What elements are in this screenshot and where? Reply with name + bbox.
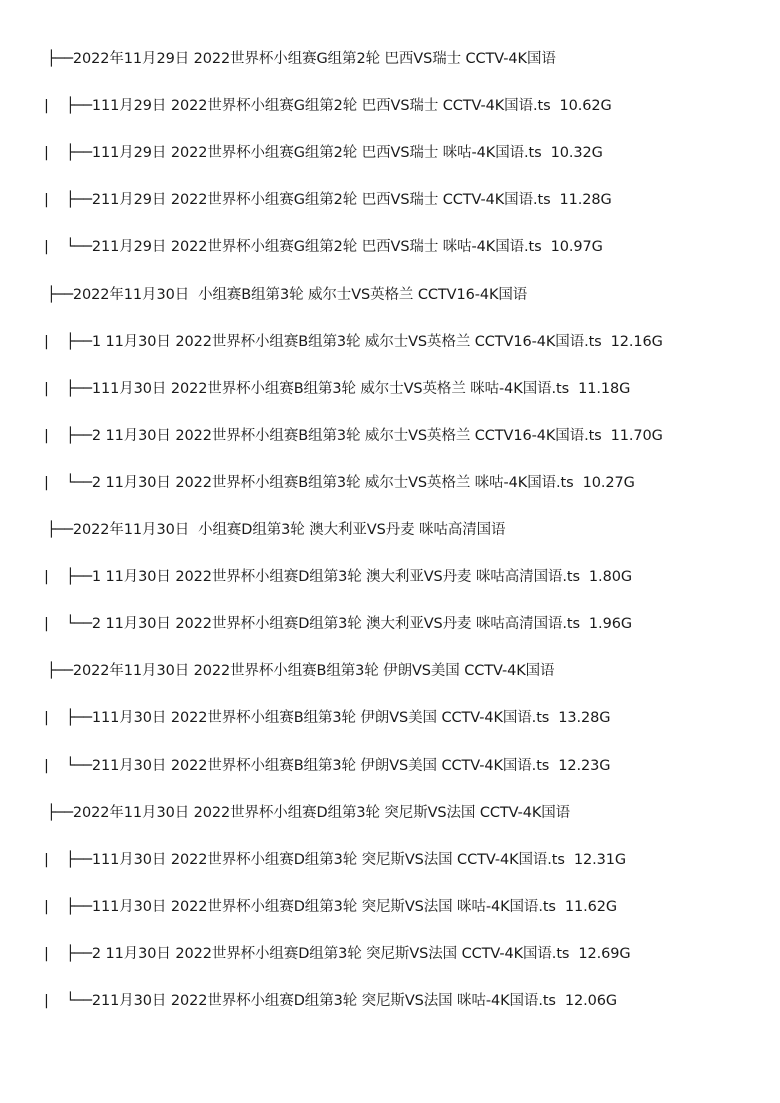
file-name: 2 11月30日 2022世界杯小组赛B组第3轮 威尔士VS英格兰 CCTV16-4K国语.ts 11.70G	[91, 428, 663, 444]
folder-name: 2022年11月30日 小组赛D组第3轮 澳大利亚VS丹麦 咪咕高清国语	[72, 522, 506, 538]
tree-branch-connector: ├──	[66, 569, 92, 585]
tree-branch-pipe: |	[44, 381, 49, 397]
tree-branch-connector: ├──	[66, 428, 92, 444]
file-entry	[0, 471, 635, 495]
file-name: 211月29日 2022世界杯小组赛G组第2轮 巴西VS瑞士 咪咕-4K国语.ts 10.97G	[91, 239, 603, 255]
tree-branch-connector: ├──	[47, 805, 73, 821]
file-name: 111月30日 2022世界杯小组赛D组第3轮 突尼斯VS法国 CCTV-4K国语.ts 12.31G	[91, 852, 627, 868]
folder-entry	[0, 518, 505, 542]
file-name: 211月30日 2022世界杯小组赛B组第3轮 伊朗VS美国 CCTV-4K国语.ts 12.23G	[91, 758, 611, 774]
tree-branch-connector: ├──	[66, 946, 92, 962]
tree-branch-pipe: |	[44, 192, 49, 208]
tree-branch-connector: ├──	[47, 522, 73, 538]
tree-branch-connector: ├──	[47, 51, 73, 67]
file-name: 1 11月30日 2022世界杯小组赛B组第3轮 威尔士VS英格兰 CCTV16-4K国语.ts 12.16G	[91, 334, 663, 350]
tree-branch-pipe: |	[44, 475, 49, 491]
tree-branch-pipe: |	[44, 758, 49, 774]
tree-branch-connector: └──	[66, 758, 92, 774]
folder-name: 2022年11月29日 2022世界杯小组赛G组第2轮 巴西VS瑞士 CCTV-4K国语	[72, 51, 556, 67]
file-name: 1 11月30日 2022世界杯小组赛D组第3轮 澳大利亚VS丹麦 咪咕高清国语.ts 1.80G	[91, 569, 632, 585]
folder-entry	[0, 47, 556, 71]
tree-branch-pipe: |	[44, 899, 49, 915]
tree-branch-connector: ├──	[66, 852, 92, 868]
tree-branch-connector: ├──	[66, 98, 92, 114]
file-entry	[0, 94, 612, 118]
folder-name: 2022年11月30日 2022世界杯小组赛B组第3轮 伊朗VS美国 CCTV-4K国语	[72, 663, 555, 679]
tree-branch-pipe: |	[44, 616, 49, 632]
folder-entry	[0, 801, 570, 825]
file-entry	[0, 942, 631, 966]
file-entry	[0, 754, 610, 778]
tree-branch-pipe: |	[44, 334, 49, 350]
tree-branch-pipe: |	[44, 428, 49, 444]
file-entry	[0, 424, 663, 448]
file-name: 2 11月30日 2022世界杯小组赛B组第3轮 威尔士VS英格兰 咪咕-4K国语.ts 10.27G	[91, 475, 635, 491]
tree-branch-connector: ├──	[66, 381, 92, 397]
tree-branch-pipe: |	[44, 993, 49, 1009]
tree-branch-pipe: |	[44, 946, 49, 962]
file-name: 211月30日 2022世界杯小组赛D组第3轮 突尼斯VS法国 咪咕-4K国语.ts 12.06G	[91, 993, 618, 1009]
file-name: 111月30日 2022世界杯小组赛B组第3轮 威尔士VS英格兰 咪咕-4K国语.ts 11.18G	[91, 381, 631, 397]
file-name: 211月29日 2022世界杯小组赛G组第2轮 巴西VS瑞士 CCTV-4K国语.ts 11.28G	[91, 192, 612, 208]
file-entry	[0, 706, 610, 730]
file-name: 111月29日 2022世界杯小组赛G组第2轮 巴西VS瑞士 CCTV-4K国语.ts 10.62G	[91, 98, 612, 114]
file-entry	[0, 989, 617, 1013]
file-entry	[0, 188, 612, 212]
file-entry	[0, 895, 617, 919]
tree-branch-pipe: |	[44, 145, 49, 161]
file-entry	[0, 377, 630, 401]
tree-branch-pipe: |	[44, 852, 49, 868]
file-entry	[0, 330, 663, 354]
tree-branch-connector: ├──	[47, 287, 73, 303]
tree-branch-connector: └──	[66, 239, 92, 255]
file-name: 111月30日 2022世界杯小组赛D组第3轮 突尼斯VS法国 咪咕-4K国语.ts 11.62G	[91, 899, 618, 915]
tree-branch-connector: ├──	[66, 192, 92, 208]
tree-branch-pipe: |	[44, 710, 49, 726]
file-entry	[0, 612, 632, 636]
file-entry	[0, 235, 603, 259]
tree-branch-pipe: |	[44, 569, 49, 585]
file-entry	[0, 848, 626, 872]
file-name: 111月30日 2022世界杯小组赛B组第3轮 伊朗VS美国 CCTV-4K国语.ts 13.28G	[91, 710, 611, 726]
tree-branch-connector: └──	[66, 616, 92, 632]
tree-branch-connector: ├──	[66, 145, 92, 161]
tree-branch-connector: └──	[66, 475, 92, 491]
tree-branch-connector: ├──	[66, 334, 92, 350]
file-name: 2 11月30日 2022世界杯小组赛D组第3轮 突尼斯VS法国 CCTV-4K国语.ts 12.69G	[91, 946, 631, 962]
tree-branch-connector: ├──	[66, 710, 92, 726]
tree-branch-pipe: |	[44, 239, 49, 255]
tree-branch-connector: ├──	[66, 899, 92, 915]
folder-name: 2022年11月30日 2022世界杯小组赛D组第3轮 突尼斯VS法国 CCTV-4K国语	[72, 805, 571, 821]
tree-branch-pipe: |	[44, 98, 49, 114]
tree-branch-connector: └──	[66, 993, 92, 1009]
file-name: 111月29日 2022世界杯小组赛G组第2轮 巴西VS瑞士 咪咕-4K国语.ts 10.32G	[91, 145, 603, 161]
folder-entry	[0, 283, 527, 307]
folder-name: 2022年11月30日 小组赛B组第3轮 威尔士VS英格兰 CCTV16-4K国语	[72, 287, 528, 303]
folder-entry	[0, 659, 554, 683]
file-entry	[0, 565, 632, 589]
file-entry	[0, 141, 603, 165]
file-name: 2 11月30日 2022世界杯小组赛D组第3轮 澳大利亚VS丹麦 咪咕高清国语.ts 1.96G	[91, 616, 632, 632]
tree-branch-connector: ├──	[47, 663, 73, 679]
